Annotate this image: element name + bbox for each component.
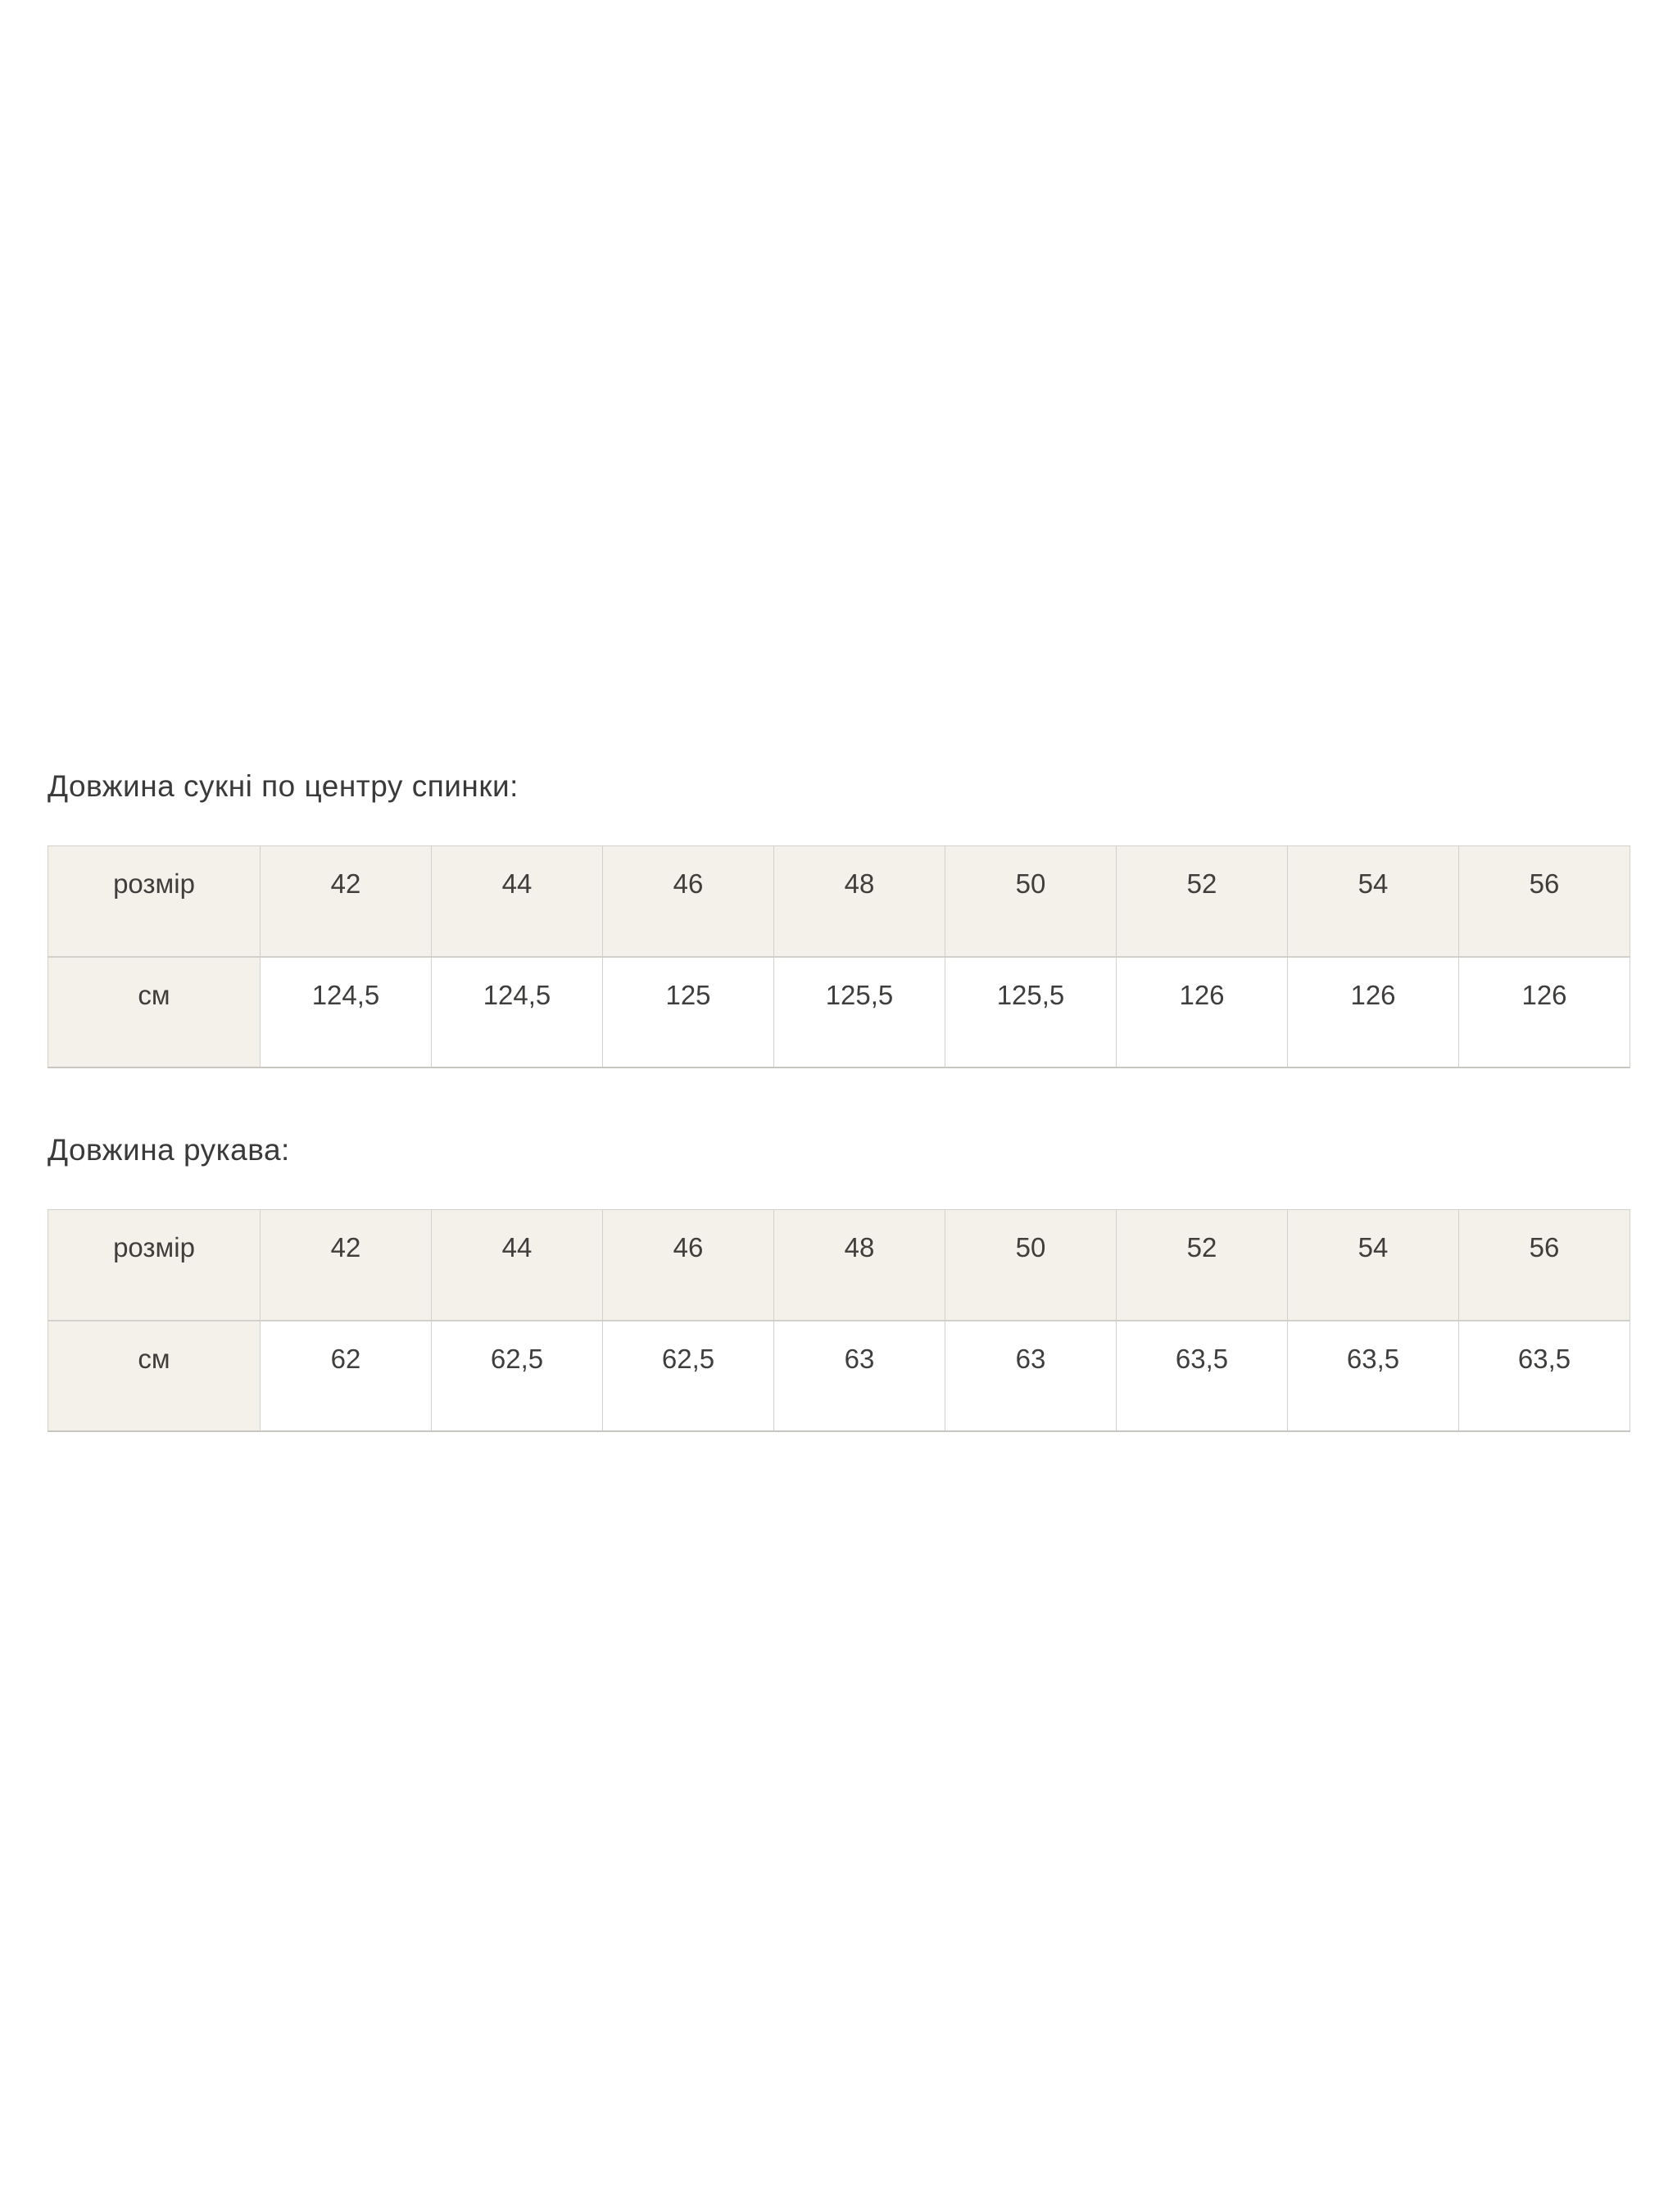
value-cell: 125,5 [774, 957, 945, 1067]
sleeve-length-section [48, 1132, 1630, 1432]
size-cell: 42 [261, 1210, 432, 1321]
size-guide-content [48, 768, 1630, 1432]
value-cell: 126 [1117, 957, 1288, 1067]
sleeve-length-heading: Довжина рукава: [48, 1132, 290, 1167]
size-cell: 52 [1117, 1210, 1288, 1321]
size-cell: 54 [1288, 1210, 1459, 1321]
size-cell: 50 [945, 846, 1117, 957]
size-cell: 54 [1288, 846, 1459, 957]
size-cell: 44 [432, 1210, 603, 1321]
sleeve-length-table [48, 1209, 1630, 1432]
unit-label: см [48, 1321, 261, 1431]
dress-length-table [48, 845, 1630, 1068]
table-value-row [48, 1321, 1630, 1431]
value-cell: 62,5 [432, 1321, 603, 1431]
value-cell: 63,5 [1459, 1321, 1630, 1431]
size-cell: 52 [1117, 846, 1288, 957]
value-cell: 124,5 [432, 957, 603, 1067]
size-cell: 46 [603, 846, 774, 957]
value-cell: 125,5 [945, 957, 1117, 1067]
table-header-row [48, 1210, 1630, 1321]
value-cell: 63,5 [1117, 1321, 1288, 1431]
size-cell: 48 [774, 846, 945, 957]
value-cell: 63,5 [1288, 1321, 1459, 1431]
size-corner-label: розмір [48, 846, 261, 957]
size-cell: 56 [1459, 846, 1630, 957]
table-value-row [48, 957, 1630, 1067]
size-corner-label: розмір [48, 1210, 261, 1321]
size-cell: 50 [945, 1210, 1117, 1321]
dress-length-heading: Довжина сукні по центру спинки: [48, 769, 519, 803]
value-cell: 62,5 [603, 1321, 774, 1431]
value-cell: 126 [1288, 957, 1459, 1067]
size-cell: 46 [603, 1210, 774, 1321]
size-cell: 48 [774, 1210, 945, 1321]
value-cell: 62 [261, 1321, 432, 1431]
dress-length-section [48, 768, 1630, 1068]
value-cell: 125 [603, 957, 774, 1067]
size-cell: 44 [432, 846, 603, 957]
value-cell: 63 [945, 1321, 1117, 1431]
table-header-row [48, 846, 1630, 957]
value-cell: 126 [1459, 957, 1630, 1067]
unit-label: см [48, 957, 261, 1067]
size-cell: 42 [261, 846, 432, 957]
value-cell: 63 [774, 1321, 945, 1431]
value-cell: 124,5 [261, 957, 432, 1067]
size-cell: 56 [1459, 1210, 1630, 1321]
